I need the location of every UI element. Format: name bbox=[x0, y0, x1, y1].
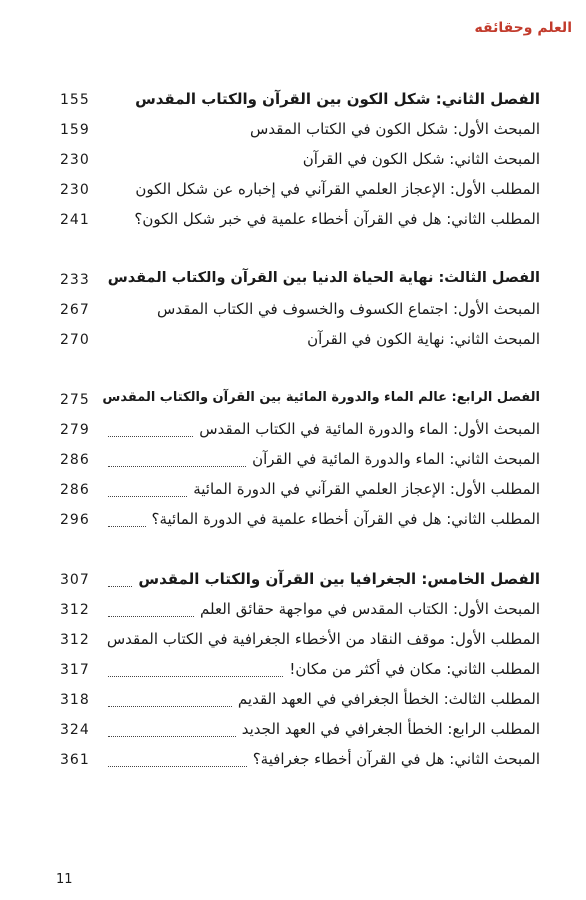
toc-section bbox=[0, 88, 586, 238]
toc-entry-row[interactable] bbox=[0, 328, 586, 358]
toc-title: المبحث الثاني: الماء والدورة المائية في القرآن bbox=[252, 450, 540, 468]
toc-page-number: 318 bbox=[60, 692, 90, 708]
toc-page-number: 312 bbox=[60, 602, 90, 618]
toc-entry-row[interactable] bbox=[0, 448, 586, 478]
dot-leader bbox=[108, 736, 236, 737]
toc-page-number: 155 bbox=[60, 92, 90, 108]
toc-page-number: 286 bbox=[60, 452, 90, 468]
table-of-contents bbox=[0, 88, 586, 808]
toc-title: المطلب الأول: موقف النقاد من الأخطاء الجغرافية في الكتاب المقدس bbox=[106, 630, 540, 648]
dot-leader bbox=[108, 676, 283, 677]
dot-leader bbox=[108, 766, 247, 767]
toc-entry-row[interactable] bbox=[0, 658, 586, 688]
toc-chapter-row[interactable] bbox=[0, 388, 586, 418]
toc-page-number: 324 bbox=[60, 722, 90, 738]
toc-page-number: 317 bbox=[60, 662, 90, 678]
dot-leader bbox=[108, 706, 232, 707]
toc-title: المبحث الأول: الماء والدورة المائية في الكتاب المقدس bbox=[199, 420, 540, 438]
toc-title: المطلب الأول: الإعجاز العلمي القرآني في الدورة المائية bbox=[193, 480, 540, 498]
toc-title: المطلب الثاني: هل في القرآن أخطاء علمية في خبر شكل الكون؟ bbox=[134, 210, 540, 228]
toc-page-number: 233 bbox=[60, 272, 90, 288]
toc-title: المبحث الأول: اجتماع الكسوف والخسوف في الكتاب المقدس bbox=[157, 300, 540, 318]
page-number: 11 bbox=[56, 872, 73, 887]
toc-entry-row[interactable] bbox=[0, 508, 586, 538]
dot-leader bbox=[108, 616, 194, 617]
dot-leader bbox=[108, 496, 187, 497]
toc-title: المبحث الثاني: هل في القرآن أخطاء جغرافية؟ bbox=[252, 750, 540, 768]
toc-page-number: 279 bbox=[60, 422, 90, 438]
toc-page-number: 286 bbox=[60, 482, 90, 498]
toc-title: المطلب الأول: الإعجاز العلمي القرآني في إخباره عن شكل الكون bbox=[135, 180, 540, 198]
toc-entry-row[interactable] bbox=[0, 118, 586, 148]
toc-page-number: 296 bbox=[60, 512, 90, 528]
toc-title: المبحث الثاني: شكل الكون في القرآن bbox=[302, 150, 540, 168]
toc-page-number: 275 bbox=[60, 392, 90, 408]
toc-title: الفصل الثاني: شكل الكون بين القرآن والكتاب المقدس bbox=[135, 90, 540, 108]
running-header: العلم وحقائقه bbox=[474, 20, 572, 36]
toc-entry-row[interactable] bbox=[0, 628, 586, 658]
toc-section bbox=[0, 388, 586, 538]
toc-title: المطلب الرابع: الخطأ الجغرافي في العهد الجديد bbox=[241, 720, 540, 738]
toc-title: الفصل الرابع: عالم الماء والدورة المائية بين القرآن والكتاب المقدس bbox=[102, 390, 540, 405]
toc-title: الفصل الثالث: نهاية الحياة الدنيا بين القرآن والكتاب المقدس bbox=[107, 270, 540, 286]
toc-page-number: 307 bbox=[60, 572, 90, 588]
toc-chapter-row[interactable] bbox=[0, 268, 586, 298]
toc-entry-row[interactable] bbox=[0, 748, 586, 778]
toc-entry-row[interactable] bbox=[0, 298, 586, 328]
toc-entry-row[interactable] bbox=[0, 688, 586, 718]
toc-entry-row[interactable] bbox=[0, 478, 586, 508]
toc-title: المبحث الأول: شكل الكون في الكتاب المقدس bbox=[250, 120, 540, 138]
toc-title: الفصل الخامس: الجغرافيا بين القرآن والكتاب المقدس bbox=[138, 570, 540, 588]
toc-entry-row[interactable] bbox=[0, 208, 586, 238]
toc-entry-row[interactable] bbox=[0, 598, 586, 628]
toc-page-number: 159 bbox=[60, 122, 90, 138]
dot-leader bbox=[108, 586, 132, 587]
toc-title: المطلب الثاني: مكان في أكثر من مكان! bbox=[289, 660, 540, 678]
toc-title: المطلب الثالث: الخطأ الجغرافي في العهد القديم bbox=[237, 690, 540, 708]
toc-section bbox=[0, 268, 586, 358]
toc-entry-row[interactable] bbox=[0, 718, 586, 748]
toc-entry-row[interactable] bbox=[0, 148, 586, 178]
toc-entry-row[interactable] bbox=[0, 418, 586, 448]
toc-section bbox=[0, 568, 586, 778]
toc-page-number: 230 bbox=[60, 182, 90, 198]
dot-leader bbox=[108, 526, 146, 527]
toc-page-number: 230 bbox=[60, 152, 90, 168]
dot-leader bbox=[108, 436, 193, 437]
toc-page-number: 267 bbox=[60, 302, 90, 318]
dot-leader bbox=[108, 466, 246, 467]
toc-page-number: 312 bbox=[60, 632, 90, 648]
toc-page-number: 241 bbox=[60, 212, 90, 228]
toc-entry-row[interactable] bbox=[0, 178, 586, 208]
toc-title: المبحث الثاني: نهاية الكون في القرآن bbox=[307, 330, 540, 348]
toc-title: المطلب الثاني: هل في القرآن أخطاء علمية في الدورة المائية؟ bbox=[151, 510, 540, 528]
toc-page-number: 361 bbox=[60, 752, 90, 768]
toc-chapter-row[interactable] bbox=[0, 568, 586, 598]
toc-title: المبحث الأول: الكتاب المقدس في مواجهة حقائق العلم bbox=[200, 600, 540, 618]
toc-chapter-row[interactable] bbox=[0, 88, 586, 118]
toc-page-number: 270 bbox=[60, 332, 90, 348]
